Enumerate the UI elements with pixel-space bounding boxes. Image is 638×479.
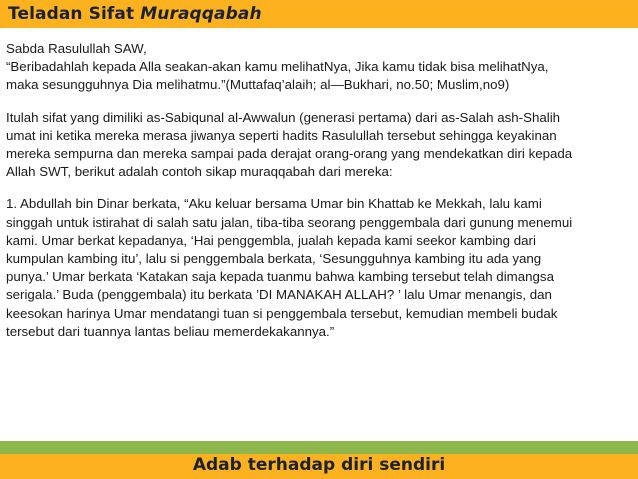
text-line: Itulah sifat yang dimiliki as-Sabiqunal al-Awwalun (generasi pertama) dari as-Salah ash-Shalih [6, 109, 561, 125]
paragraph-hadith [6, 40, 632, 95]
slide-title-emphasis: Muraqqabah [140, 4, 262, 24]
paragraph-explanation [6, 109, 632, 182]
text-line: “Beribadahlah kepada Alla seakan-akan kamu melihatNya, Jika kamu tidak bisa melihatNya, [6, 59, 549, 75]
title-bar [0, 0, 638, 28]
text-line: maka sesungguhnya Dia melihatmu.”(Muttafaq’alaih; al—Bukhari, no.50; Muslim,no9) [6, 77, 510, 93]
text-line: Sabda Rasulullah SAW, [6, 41, 147, 56]
slide-body [6, 40, 632, 355]
text-line: kami. Umar berkat kepadanya, ‘Hai penggembla, jualah kepada kami seekor kambing dari [6, 232, 536, 248]
slide-title [8, 3, 262, 25]
text-line: kumpulan kambing itu’, lalu si penggembala berkata, ‘Sesungguhnya kambing itu ada yang [6, 251, 542, 267]
text-line: Allah SWT, berikut adalah contoh sikap muraqqabah dari mereka: [6, 164, 393, 180]
text-line: 1. Abdullah bin Dinar berkata, “Aku keluar bersama Umar bin Khattab ke Mekkah, lalu kami [6, 196, 542, 212]
footer-bar [0, 441, 638, 479]
text-line: singgah untuk istirahat di salah satu jalan, tiba-tiba seorang penggembala dari gunung menemui [6, 214, 573, 230]
slide-title-plain: Teladan Sifat [8, 4, 135, 24]
text-line: mereka sempurna dan mereka sampai pada derajat orang-orang yang mendekatkan diri kepada [6, 146, 573, 162]
paragraph-example [6, 195, 632, 341]
footer-label: Adab terhadap diri sendiri [192, 455, 446, 475]
text-line: serigala.’ Buda (penggembala) itu berkata ’DI MANAKAH ALLAH? ’ lalu Umar menangis, dan [6, 287, 552, 303]
text-line: tersebut dari tuannya lantas beliau memerdekakannya.” [6, 323, 335, 339]
text-line: keesokan harinya Umar mendatangi tuan si penggembala tersebut, kemudian membeli budak [6, 305, 558, 321]
text-line: punya.’ Umar berkata ‘Katakan saja kepada tuanmu bahwa kambing tersebut telah dimangsa [6, 269, 554, 285]
text-line: umat ini ketika mereka merasa jiwanya seperti hadits Rasulullah tersebut sehingga keyakinan [6, 127, 557, 143]
